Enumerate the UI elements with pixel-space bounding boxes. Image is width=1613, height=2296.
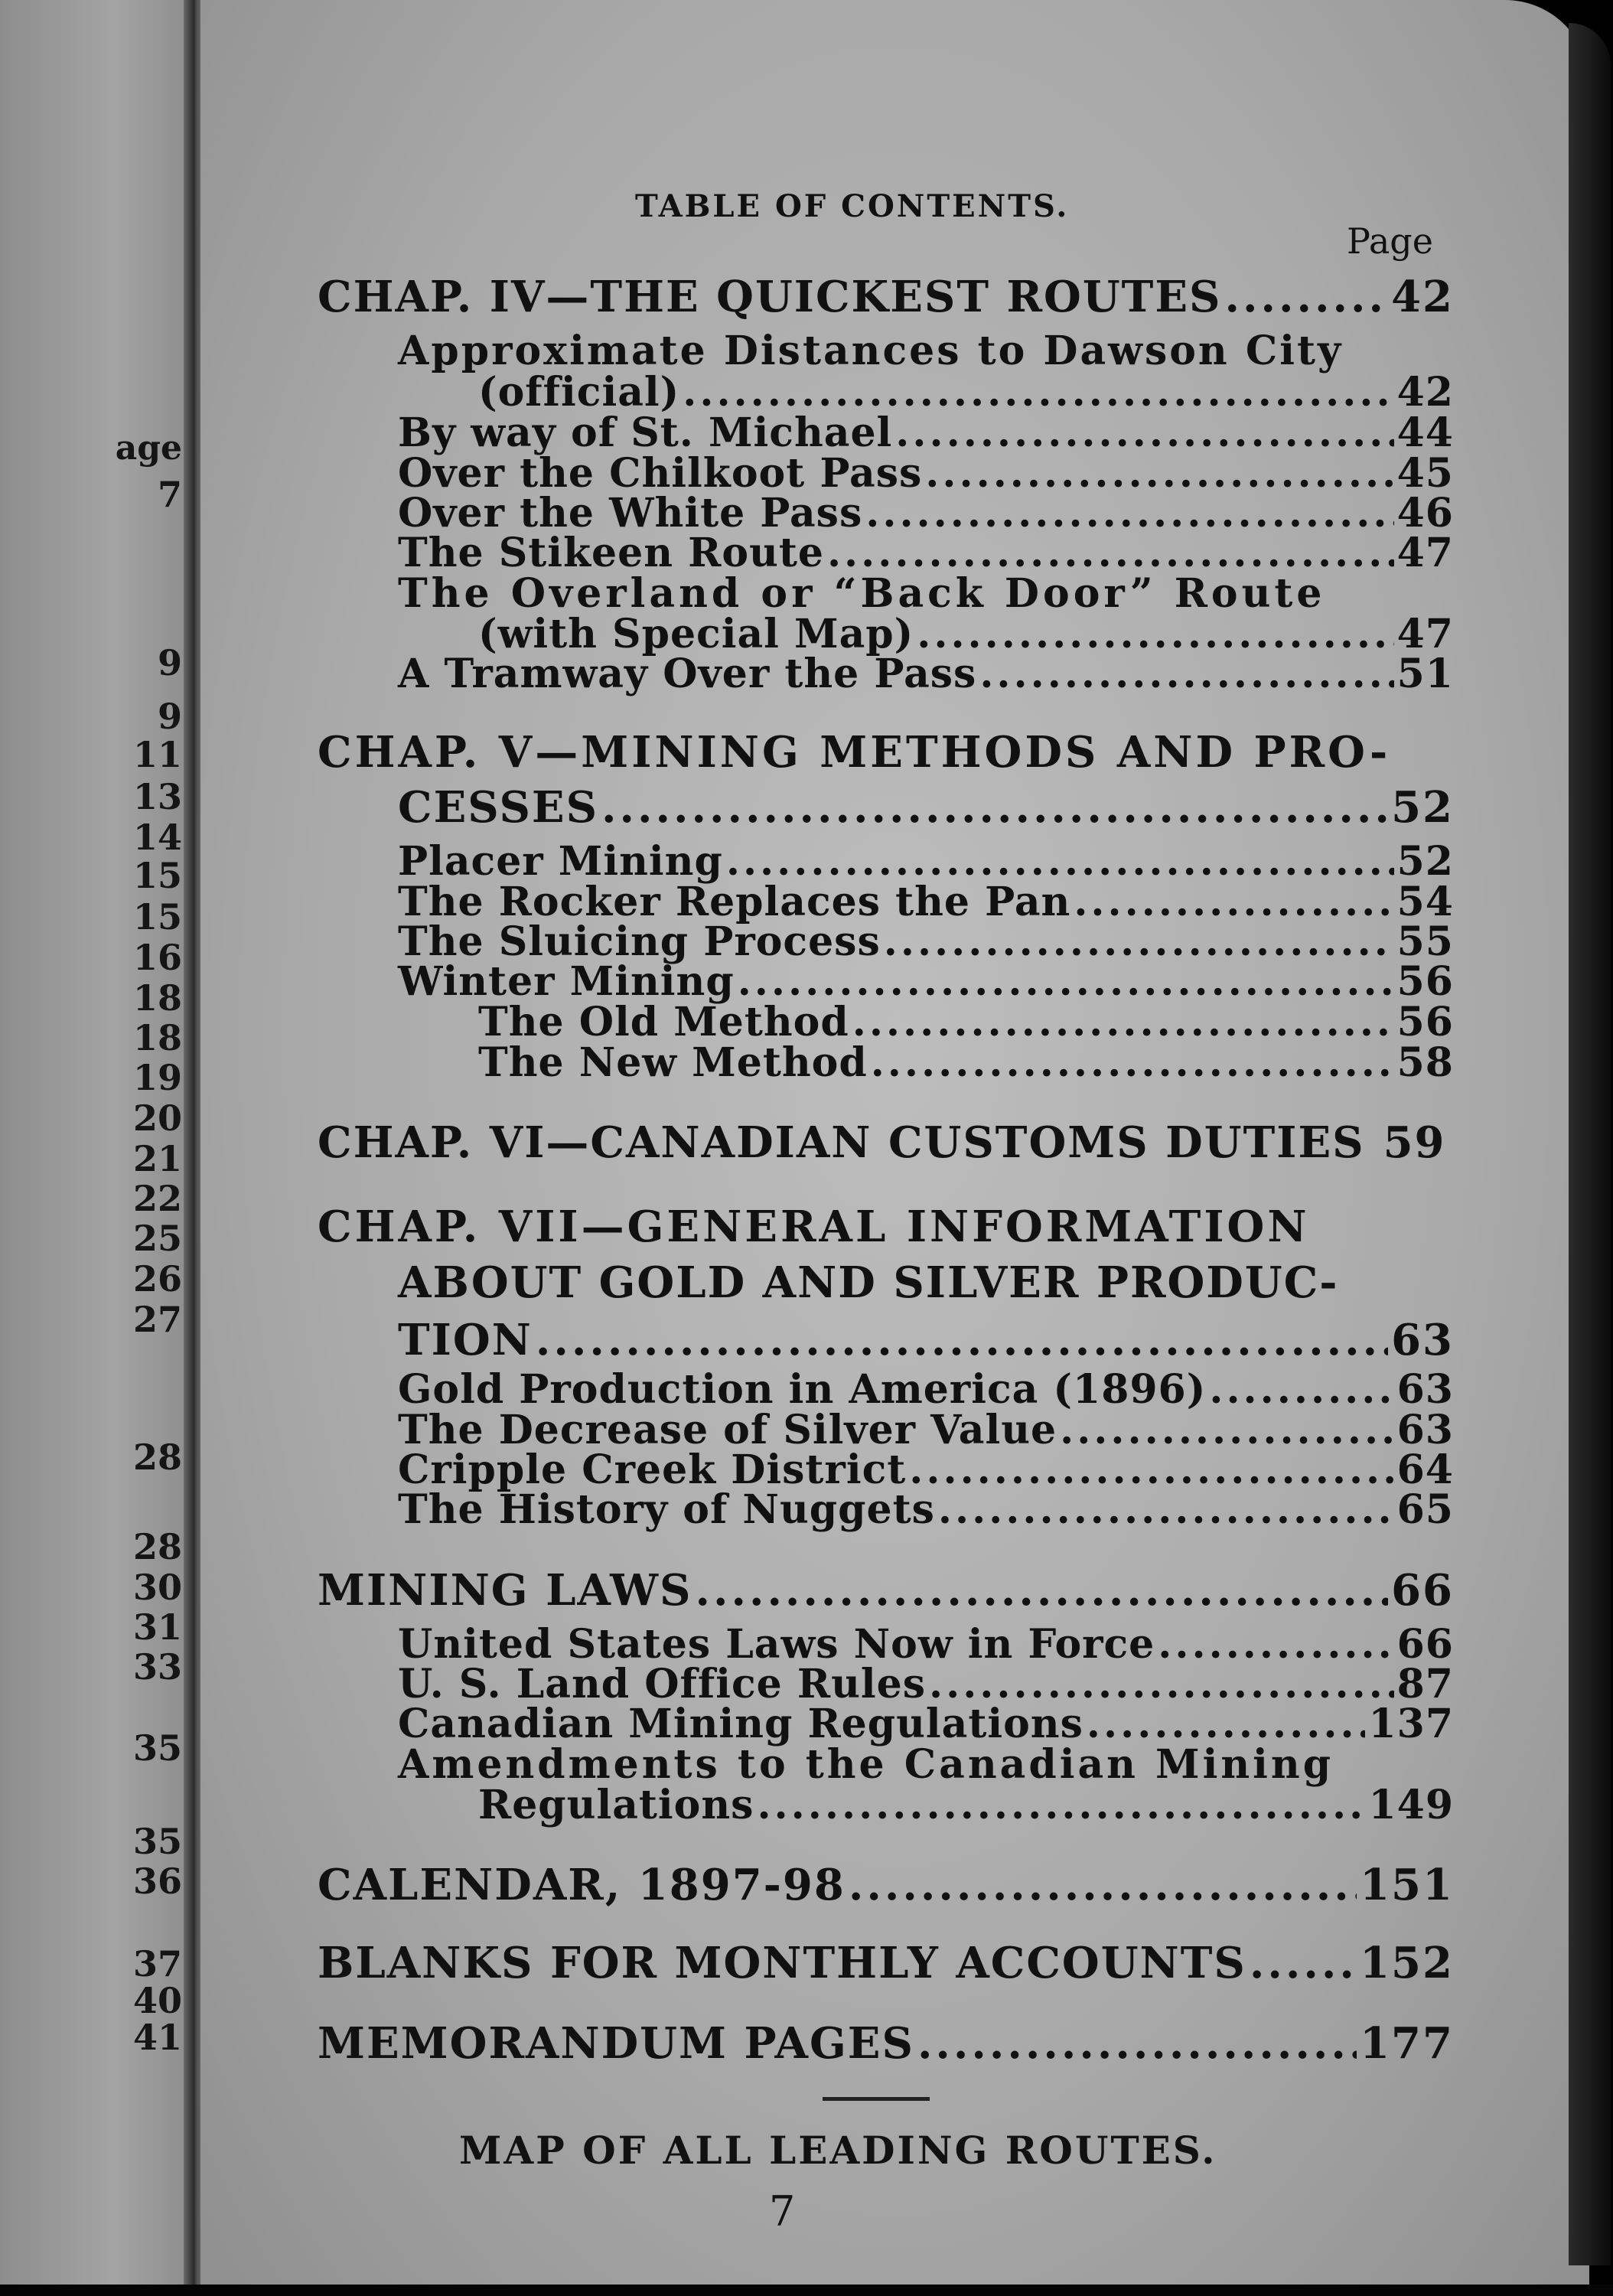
toc-entry-label: The Old Method [478,999,849,1045]
left-page-number: 37 [132,1943,182,1985]
left-page-number: 28 [132,1526,182,1567]
toc-entry-page: 47 [1396,530,1454,576]
toc-entry-label: Cripple Creek District [398,1446,907,1493]
toc-entry-label: The Overland or “Back Door” Route [398,570,1326,617]
left-page-number: 33 [132,1646,182,1688]
left-page-header-fragment: age [115,429,182,468]
toc-entry-label: CHAP. IV—THE QUICKEST ROUTES [318,272,1222,322]
toc-title: TABLE OF CONTENTS. [635,188,1070,224]
toc-entry-label: Placer Mining [398,838,723,885]
toc-memorandum [318,2018,1454,2069]
dot-leader [1087,1701,1366,1747]
toc-entry-label: CHAP. VI—CANADIAN CUSTOMS DUTIES [318,1117,1365,1168]
toc-entry-label: TION [398,1315,533,1365]
dot-leader [1209,1366,1393,1413]
left-page-number: 36 [132,1861,182,1902]
toc-entry-page: 52 [1396,838,1454,885]
toc-chapter-7-label: CHAP. VII—GENERAL INFORMATION [318,1202,1310,1252]
toc-entry-page: 65 [1396,1486,1454,1533]
toc-entry-label: (official) [478,369,680,416]
toc-entry-label: U. S. Land Office Rules [398,1661,926,1707]
toc-entry-label: The Sluicing Process [398,918,881,965]
toc-entry-label: The Rocker Replaces the Pan [398,879,1071,925]
dot-leader [536,1315,1388,1365]
toc-chapter-5-label: CHAP. V—MINING METHODS AND PRO- [318,727,1391,778]
toc-entry-page: 42 [1391,272,1454,322]
toc-entry-page: 51 [1396,651,1454,697]
left-page-number: 27 [132,1299,182,1340]
toc-entry-label: Winter Mining [398,958,735,1005]
toc-entry-page: 63 [1396,1407,1454,1453]
dot-leader [1250,1938,1357,1988]
left-page-number: 21 [132,1138,182,1179]
dot-leader [726,838,1394,885]
dot-leader [938,1486,1394,1533]
toc-entry-label: By way of St. Michael [398,409,893,456]
left-page-number: 15 [132,896,182,938]
dot-leader [871,1039,1394,1086]
left-page-number: 19 [132,1057,182,1098]
dot-leader [979,651,1393,697]
toc-entry-page: 54 [1396,879,1454,925]
dot-leader [895,409,1393,456]
toc-item-nuggets [398,1486,1454,1533]
dot-leader [827,530,1394,576]
left-page-number: 9 [157,696,182,737]
toc-entry-label: Over the Chilkoot Pass [398,450,923,497]
left-page-number: 31 [132,1606,182,1648]
toc-chapter-4 [318,272,1454,322]
toc-entry-page: 64 [1396,1446,1454,1493]
toc-item-placer [398,838,1454,885]
toc-entry-page: 137 [1368,1701,1454,1747]
toc-entry-label: CALENDAR, 1897-98 [318,1860,846,1910]
toc-entry-label: BLANKS FOR MONTHLY ACCOUNTS [318,1938,1246,1988]
dot-leader [683,369,1393,416]
left-page-number: 7 [157,474,182,515]
left-page-number: 28 [132,1437,182,1478]
left-page-number: 18 [132,977,182,1019]
toc-entry-label: The Stikeen Route [398,530,824,576]
toc-entry-page: 42 [1396,369,1454,416]
toc-calendar [318,1860,1454,1910]
left-page-number: 18 [132,1017,182,1058]
toc-entry-label: CESSES [398,782,599,833]
toc-item-old-method [478,999,1454,1045]
toc-entry-page: 87 [1396,1661,1454,1707]
toc-entry-page: 55 [1396,918,1454,965]
left-page-number: 40 [132,1980,182,2021]
toc-entry-label: Approximate Distances to Dawson City [398,328,1344,374]
toc-item-tramway [398,651,1454,697]
dot-leader [849,1860,1357,1910]
toc-chapter-5 [398,782,1454,833]
toc-map-line: MAP OF ALL LEADING ROUTES. [459,2128,1217,2173]
left-page-number: 9 [157,642,182,683]
toc-mining-laws [318,1565,1454,1616]
toc-chapter-7-label: ABOUT GOLD AND SILVER PRODUC- [398,1257,1339,1308]
dot-leader [695,1565,1388,1616]
toc-item-canadian-regulations [398,1701,1454,1747]
toc-blanks [318,1938,1454,1988]
toc-entry-label: The New Method [478,1039,868,1086]
left-page-number: 25 [132,1218,182,1259]
page-column-heading: Page [1347,220,1433,262]
toc-entry-page: 66 [1396,1621,1454,1668]
left-page-number: 14 [132,817,182,858]
toc-entry-page: 149 [1368,1782,1454,1828]
page-folio: 7 [769,2187,796,2236]
toc-item-distances [478,369,1454,416]
dot-leader [917,2018,1357,2069]
toc-item-st-michael [398,409,1454,456]
dot-leader [1224,272,1388,322]
divider-rule [823,2097,930,2101]
toc-entry-label: Over the White Pass [398,490,863,536]
left-page-number: 20 [132,1097,182,1139]
toc-entry-page: 59 [1383,1117,1446,1168]
toc-entry-label: Gold Production in America (1896) [398,1366,1207,1413]
toc-entry-page: 66 [1391,1565,1454,1616]
toc-entry-page: 56 [1396,999,1454,1045]
toc-entry-label: A Tramway Over the Pass [398,651,977,697]
toc-entry-label: MEMORANDUM PAGES [318,2018,914,2069]
toc-entry-page: 63 [1391,1315,1454,1365]
book-cover-edge [1569,23,1611,2265]
left-page-number: 22 [132,1178,182,1219]
left-page-number: 11 [132,734,182,775]
dot-leader [738,958,1394,1005]
toc-entry-page: 177 [1360,2018,1454,2069]
toc-item-stikeen [398,530,1454,576]
toc-item-winter [398,958,1454,1005]
toc-entry-label: The History of Nuggets [398,1486,935,1533]
left-page-number: 26 [132,1258,182,1300]
left-page-number: 35 [132,1727,182,1769]
toc-entry-label: Amendments to the Canadian Mining [398,1741,1334,1788]
dot-leader [852,999,1394,1045]
toc-item-gold [398,1366,1454,1413]
toc-entry-page: 46 [1396,490,1454,536]
toc-chapter-6 [318,1117,1454,1168]
toc-entry-label: Canadian Mining Regulations [398,1701,1083,1747]
left-page-number: 41 [132,2017,182,2058]
toc-chapter-7 [398,1315,1454,1365]
toc-item-amendments [478,1782,1454,1828]
left-page-number: 16 [132,937,182,978]
toc-entry-page: 45 [1396,450,1454,497]
toc-entry-label: (with Special Map) [478,611,914,657]
toc-entry-page: 151 [1360,1860,1454,1910]
toc-entry-page: 44 [1396,409,1454,456]
toc-entry-label: Regulations [478,1782,754,1828]
left-page-number: 15 [132,855,182,896]
toc-entry-page: 63 [1396,1366,1454,1413]
toc-entry-page: 47 [1396,611,1454,657]
left-page-number: 13 [132,776,182,817]
left-page-number: 35 [132,1821,182,1862]
bottom-edge [0,2285,1613,2296]
dot-leader [757,1782,1365,1828]
toc-entry-page: 58 [1396,1039,1454,1086]
dot-leader [601,782,1388,833]
toc-entry-page: 56 [1396,958,1454,1005]
toc-item-new-method [478,1039,1454,1086]
left-page-number: 30 [132,1567,182,1608]
toc-entry-label: The Decrease of Silver Value [398,1407,1057,1453]
toc-entry-page: 52 [1391,782,1454,833]
toc-entry-label: MINING LAWS [318,1565,692,1616]
toc-entry-page: 152 [1360,1938,1454,1988]
toc-entry-label: United States Laws Now in Force [398,1621,1155,1668]
